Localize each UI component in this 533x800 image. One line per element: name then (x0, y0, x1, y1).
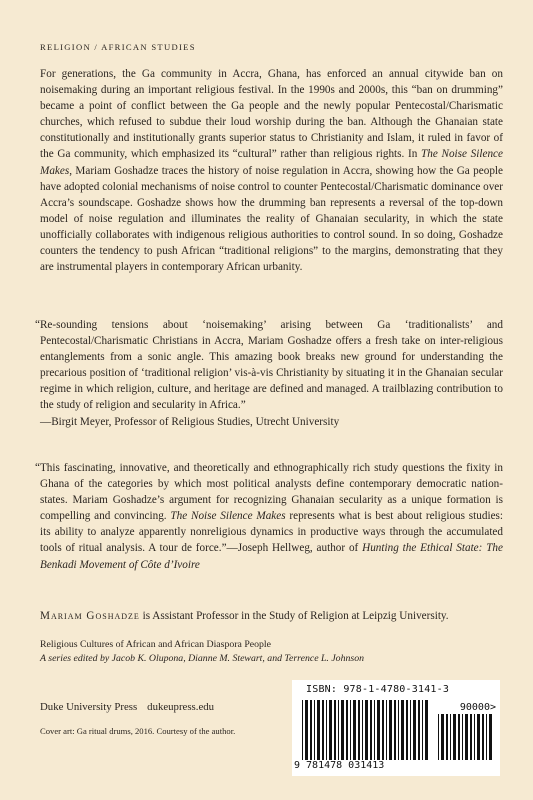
barcode-bar (317, 700, 320, 760)
barcode-bar (486, 714, 487, 760)
author-bio: Mariam Goshadze is Assistant Professor in the Study of Religion at Leipzig University. (40, 610, 449, 622)
ean-digits: 9 781478 031413 (294, 760, 385, 771)
publisher-line (40, 701, 214, 713)
barcode-bar (394, 700, 396, 760)
barcode-bar (438, 714, 439, 760)
isbn-label: ISBN: 978-1-4780-3141-3 (306, 684, 450, 695)
barcode-bar (422, 700, 423, 760)
category-label: RELIGION / AFRICAN STUDIES (40, 42, 196, 52)
barcode-bar (377, 700, 380, 760)
endorsement-hellweg: “This fascinating, innovative, and theoretically and ethnographically rich study questions the fixity in Ghana of the categories by which most political analysts define contemporary democratic nation-states. Mariam Goshadze’s argument for recognizing Ghanaian secularity as a unique formation is compelling and convincing. The Noise Silence Makes represents what is best about religious studies: its ability to analyze apparently nonreligious dynamics in productive ways through the accumulated tools of ritual analysis. A tour de force.”—Joseph Hellweg, author of Hunting the Ethical State: The Benkadi Movement of Côte d’Ivoire (35, 462, 503, 571)
barcode-bar (413, 700, 416, 760)
isbn-barcode (292, 680, 500, 776)
barcode-bar (382, 700, 384, 760)
barcode-bar (389, 700, 392, 760)
barcode-bar (329, 700, 332, 760)
barcode-bar (458, 714, 460, 760)
barcode-bar (489, 714, 492, 760)
barcode-bar (410, 700, 411, 760)
barcode-bar (338, 700, 339, 760)
barcode-bar (462, 714, 463, 760)
barcode-bar (334, 700, 336, 760)
barcode-bar (446, 714, 448, 760)
barcode-bar (365, 700, 368, 760)
publisher-name: Duke University Press (40, 701, 138, 713)
barcode-bar (470, 714, 472, 760)
barcode-bar (465, 714, 468, 760)
cover-credit: Cover art: Ga ritual drums, 2016. Courtesy of the author. (40, 726, 236, 736)
book-description: For generations, the Ga community in Accra, Ghana, has enforced an annual citywide ban on noisemaking during an important religious festival. In the 1990s and 2000s, this “ban on drumming” became a point of conflict between the Ga people and the newly popular Pentecostal/Charismatic churches, which refused to subdue their loud worship during the ban. Although the Ghanaian state constitutionally and institutionally grants superior status to Christianity and Islam, it ruled in favor of the Ga community, which emphasized its “cultural” rather than religious rights. In The Noise Silence Makes, Mariam Goshadze traces the history of noise regulation in Accra, showing how the Ga people have adopted colonial mechanisms of noise control to counter Pentecostal/Charismatic dominance over Accra’s soundscape. Goshadze shows how the drumming ban represents a reversal of the top-down model of noise regulation and illuminates the reality of Ghanaian secularity, in which the state unofficially collaborates with indigenous religious authorities to control sound. In so doing, Goshadze counters the tendency to push African “traditional religions” to the margins, demonstrating that they are instrumental players in contemporary African urbanity. (40, 68, 503, 274)
barcode-bar (386, 700, 387, 760)
barcode-bar (353, 700, 356, 760)
author-name: Mariam Goshadze (40, 610, 140, 622)
barcode-bar (425, 700, 428, 760)
barcode-bar (310, 700, 312, 760)
publisher-url: dukeupress.edu (147, 701, 215, 713)
barcode-bar (302, 700, 303, 760)
endorsement-attribution: —Birgit Meyer, Professor of Religious Studies, Utrecht University (40, 415, 340, 428)
series-name: Religious Cultures of African and African Diaspora People (40, 639, 271, 650)
barcode-bar (418, 700, 420, 760)
barcode-bar (477, 714, 480, 760)
series-editors: A series edited by Jacob K. Olupona, Dianne M. Stewart, and Terrence L. Johnson (40, 653, 364, 664)
barcode-bar (341, 700, 344, 760)
barcode-bar (350, 700, 351, 760)
barcode-bar (482, 714, 484, 760)
barcode-bar (322, 700, 324, 760)
barcode-bar (362, 700, 363, 760)
barcode-bar (374, 700, 375, 760)
barcode-bar (314, 700, 315, 760)
barcode-bar (401, 700, 404, 760)
barcode-bar (326, 700, 327, 760)
barcode-bar (398, 700, 399, 760)
barcode-bar (358, 700, 360, 760)
price-code: 90000> (459, 702, 496, 713)
barcode-bar (346, 700, 348, 760)
barcode-bar (474, 714, 475, 760)
barcode-bar (305, 700, 308, 760)
series-info (40, 638, 364, 666)
barcode-bar (453, 714, 456, 760)
book-title-italic: The Noise Silence Makes (40, 148, 503, 177)
barcode-bar (406, 700, 408, 760)
barcode-bar (450, 714, 451, 760)
barcode-bar (370, 700, 372, 760)
barcode-bar (441, 714, 444, 760)
endorsement-meyer: “Re-sounding tensions about ‘noisemaking’ arising between Ga ‘traditionalists’ and Pentecostal/Charismatic Christians in Accra, Mariam Goshadze offers a fresh take on inter-religious entanglements from a sonic angle. This amazing book breaks new ground for understanding the precarious position of ‘traditional religion’ vis-à-vis Christianity by situating it in the Ghanaian secular regime in which religion, culture, and heritage are defined and managed. A trailblazing contribution to the study of religion and secularity in Africa.” —Birgit Meyer, Professor of Religious Studies, Utrecht University (35, 319, 503, 428)
